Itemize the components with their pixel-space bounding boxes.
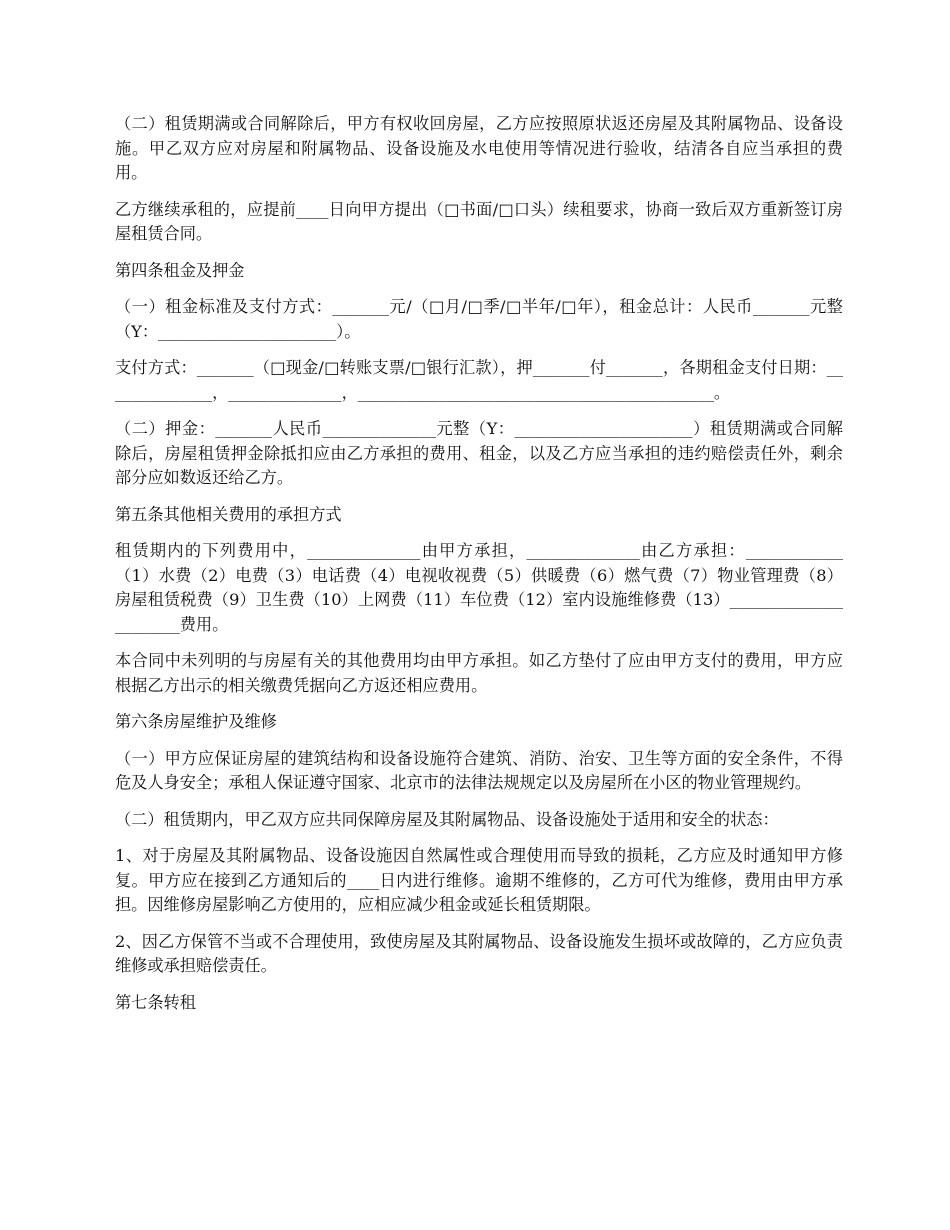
paragraph-rent-standard: （一）租金标准及支付方式：_______元/（□月/□季/□半年/□年），租金总计：人民币_______元整（Y：______________________）。: [115, 297, 843, 341]
paragraph-other-fees: 本合同中未列明的与房屋有关的其他费用均由甲方承担。如乙方垫付了应由甲方支付的费用，甲方应根据乙方出示的相关缴费凭据向乙方返还相应费用。: [115, 651, 843, 695]
paragraph-repair-2: 2、因乙方保管不当或不合理使用，致使房屋及其附属物品、设备设施发生损坏或故障的，乙方应负责维修或承担赔偿责任。: [115, 931, 843, 975]
paragraph-repair-1: 1、对于房屋及其附属物品、设备设施因自然属性或合理使用而导致的损耗，乙方应及时通知甲方修复。甲方应在接到乙方通知后的____日内进行维修。逾期不维修的，乙方可代为维修，费用由甲方承担。因维修房屋影响乙方使用的，应相应减少租金或延长租赁期限。: [115, 846, 843, 914]
paragraph-renewal: 乙方继续承租的，应提前____日向甲方提出（□书面/□口头）续租要求，协商一致后双方重新签订房屋租赁合同。: [115, 199, 843, 243]
paragraph-payment-method: 支付方式：_______（□现金/□转账支票/□银行汇款），押_______付_______，各期租金支付日期：______________，______________，____________________________________________。: [115, 358, 843, 402]
heading-article-7: 第七条转租: [115, 992, 196, 1012]
paragraph-deposit: （二）押金：_______人民币______________元整（Y：______________________）租赁期满或合同解除后，房屋租赁押金除抵扣应由乙方承担的费用、租金，以及乙方应当承担的违约赔偿责任外，剩余部分应如数返还给乙方。: [115, 419, 843, 487]
paragraph-fees-list: 租赁期内的下列费用中，______________由甲方承担，______________由乙方承担：____________（1）水费（2）电费（3）电话费（4）电视收视费（5）供暖费（6）燃气费（7）物业管理费（8）房屋租赁税费（9）卫生费（10）上网费（11）车位费（12）室内设施维修费（13）______________________费用。: [115, 541, 843, 634]
paragraph-safety: （一）甲方应保证房屋的建筑结构和设备设施符合建筑、消防、治安、卫生等方面的安全条件，不得危及人身安全；承租人保证遵守国家、北京市的法律法规规定以及房屋所在小区的物业管理规约。: [115, 748, 843, 792]
heading-article-6: 第六条房屋维护及维修: [115, 712, 277, 731]
heading-article-4: 第四条租金及押金: [115, 260, 245, 280]
paragraph-joint-guarantee: （二）租赁期内，甲乙双方应共同保障房屋及其附属物品、设备设施处于适用和安全的状态：: [115, 809, 779, 829]
heading-article-5: 第五条其他相关费用的承担方式: [115, 504, 342, 524]
paragraph-expiry-return: （二）租赁期满或合同解除后，甲方有权收回房屋，乙方应按照原状返还房屋及其附属物品、设备设施。甲乙双方应对房屋和附属物品、设备设施及水电使用等情况进行验收，结清各自应当承担的费用。: [115, 114, 843, 182]
document-page: [115, 112, 843, 1027]
